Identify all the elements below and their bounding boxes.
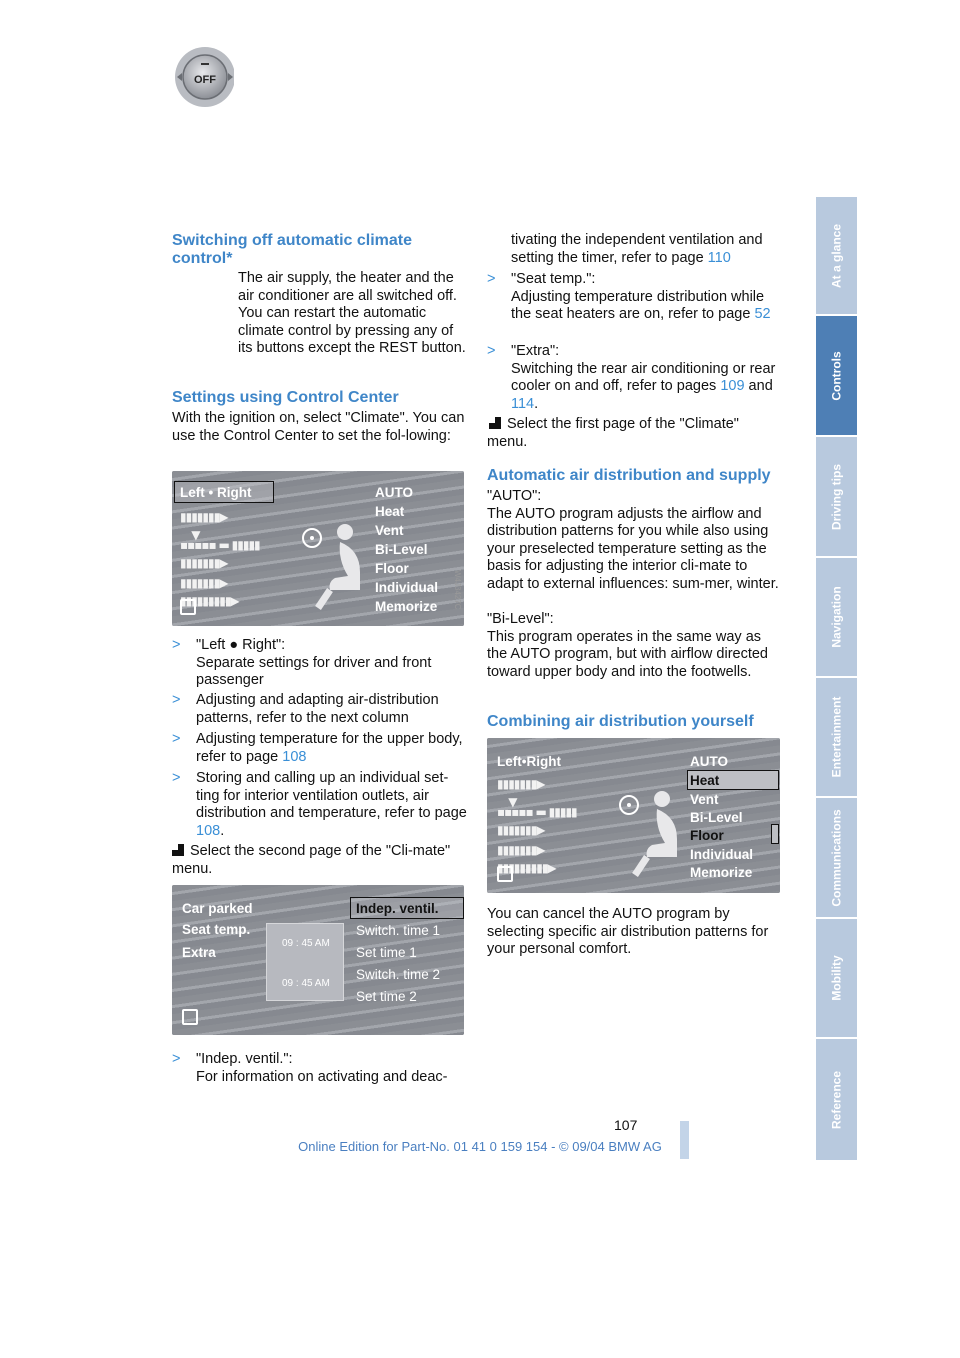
tab-driving-tips[interactable]: Driving tips (816, 437, 857, 556)
item-extra[interactable]: Extra (182, 945, 216, 960)
item-indep-ventil[interactable]: Indep. ventil. (356, 901, 439, 916)
svg-text:OFF: OFF (194, 74, 216, 86)
tab-entertainment[interactable]: Entertainment (816, 678, 857, 796)
vent-bars-5: ▮▮▮▮▮▮▮▶ (180, 576, 228, 590)
vent3-bars-6: ▮▮▮▮▮▮▮▮▮▶ (497, 861, 556, 875)
menu3-vent[interactable]: Vent (690, 792, 719, 807)
link-page-52[interactable]: 52 (754, 306, 771, 322)
link-page-110[interactable]: 110 (707, 249, 731, 266)
item-set-time-2[interactable]: Set time 2 (356, 989, 417, 1004)
bullet-extra: > "Extra": Switching the rear air conditioning or rear cooler on and off, refer to pages 109 and 114. (487, 343, 776, 412)
settings-text: With the ignition on, select "Climate". You can use the Control Center to set the fol-lowing: (172, 410, 465, 444)
switch-off-text: The air supply, the heater and the air conditioner are all switched off. You can restart the automatic climate control by pressing any of its buttons except the REST button. (238, 270, 466, 356)
bullet-temperature: > Adjusting temperature for the upper body, refer to page 108 (172, 731, 463, 765)
tab-mobility[interactable]: Mobility (816, 919, 857, 1037)
item-switch-time-1[interactable]: Switch. time 1 (356, 923, 441, 938)
menu-memorize[interactable]: Memorize (375, 599, 438, 614)
footer-edition: Online Edition for Part-No. 01 41 0 159 154 - © 09/04 BMW AG (298, 1139, 662, 1154)
heading-auto-air: Automatic air distribution and supply (487, 467, 771, 484)
menu3-individual[interactable]: Individual (690, 847, 754, 862)
menu-bi-level[interactable]: Bi-Level (375, 542, 428, 557)
bullet-indep-ventil: > "Indep. ventil.": For information on activating and deac- (172, 1051, 448, 1085)
first-page-icon (489, 417, 501, 429)
auto-text: "AUTO": The AUTO program adjusts the airflow and distribution patterns for you while also using your preselected temperature setting as the basis for adjusting the interior cli-mate to adapt to external influences: sum-mer, winter. (487, 488, 779, 592)
menu-individual[interactable]: Individual (375, 580, 439, 595)
tab-controls[interactable]: Controls (816, 316, 857, 435)
floor-highlight (771, 824, 779, 844)
menu3-heat[interactable]: Heat (690, 773, 720, 788)
page-indicator-icon-2 (182, 1009, 198, 1025)
vent3-bars-1: ▮▮▮▮▮▮▮▶ (497, 777, 545, 791)
vent-bars-2: ▼ (180, 528, 200, 542)
item-set-time-1[interactable]: Set time 1 (356, 945, 417, 960)
vent3-bars-4: ▮▮▮▮▮▮▮▶ (497, 823, 545, 837)
screen3-header-left-right: Left•Right (497, 754, 561, 769)
menu-auto[interactable]: AUTO (375, 485, 414, 500)
seat-figure-icon-2 (607, 786, 687, 878)
cancel-auto-text: You can cancel the AUTO program by selecting specific air distribution patterns for your personal comfort. (487, 906, 769, 957)
climate-screen-page1 (172, 471, 464, 626)
menu3-memorize[interactable]: Memorize (690, 865, 753, 880)
vent-bars-3: ▪▪▪▪▪ ▬ ▮▮▮▮▮ (180, 538, 260, 552)
second-page-icon (172, 844, 184, 856)
indep-continued-text: tivating the independent ventilation and setting the timer, refer to page 110 (511, 232, 763, 266)
item-car-parked[interactable]: Car parked (182, 901, 253, 916)
item-seat-temp[interactable]: Seat temp. (182, 922, 251, 937)
vent-bars-4: ▮▮▮▮▮▮▮▶ (180, 556, 228, 570)
tab-communications[interactable]: Communications (816, 798, 857, 917)
screen-header-left-right: Left • Right (180, 485, 252, 500)
link-page-108[interactable]: 108 (282, 748, 307, 765)
page-number: 107 (614, 1117, 638, 1133)
menu3-floor[interactable]: Floor (690, 828, 724, 843)
tab-at-a-glance[interactable]: At a glance (816, 197, 857, 314)
item-switch-time-2[interactable]: Switch. time 2 (356, 967, 441, 982)
timer-2-value: 09 : 45 AM (282, 978, 330, 989)
tab-reference[interactable]: Reference (816, 1039, 857, 1160)
link-page-109[interactable]: 109 (720, 378, 745, 394)
link-page-114[interactable]: 114 (511, 395, 535, 412)
off-knob-icon (172, 43, 234, 109)
menu-vent[interactable]: Vent (375, 523, 404, 538)
vent-bars-6: ▮▮▮▮▮▮▮▮▮▶ (180, 594, 239, 608)
menu3-auto[interactable]: AUTO (690, 754, 729, 769)
menu-heat[interactable]: Heat (375, 504, 405, 519)
climate-screen-combine (487, 738, 780, 893)
link-page-108-b[interactable]: 108 (196, 822, 221, 839)
bullet-seat-temp: > "Seat temp.": Adjusting temperature distribution while the seat heaters are on, refer to page 52 (487, 271, 771, 322)
page-indicator-icon-3 (497, 866, 513, 882)
seat-figure-icon (290, 519, 370, 611)
heading-switch-off: Switching off automatic climate control* (172, 232, 413, 267)
bullet-left-right: > "Left ● Right": Separate settings for driver and front passenger (172, 637, 432, 688)
tab-navigation[interactable]: Navigation (816, 558, 857, 676)
bullet-storing: > Storing and calling up an individual set-ting for interior ventilation outlets, air distribution and temperature, refer to page 108. (172, 770, 467, 839)
heading-combining: Combining air distribution yourself (487, 713, 754, 730)
vent3-bars-3: ▪▪▪▪▪ ▬ ▮▮▮▮▮ (497, 805, 577, 819)
bullet-air-distribution: > Adjusting and adapting air-distribution patterns, refer to the next column (172, 692, 439, 726)
climate-screen-page2 (172, 885, 464, 1035)
screen1-code: W4J3427C (453, 570, 462, 610)
vent-bars-1: ▮▮▮▮▮▮▮▶ (180, 510, 228, 524)
page-indicator-icon (180, 599, 196, 615)
vent3-bars-5: ▮▮▮▮▮▮▮▶ (497, 843, 545, 857)
menu-floor[interactable]: Floor (375, 561, 409, 576)
timer-1-value: 09 : 45 AM (282, 938, 330, 949)
vent3-bars-2: ▼ (497, 795, 517, 809)
first-page-text: Select the first page of the "Climate" menu. (487, 416, 739, 450)
second-page-text: Select the second page of the "Cli-mate" menu. (172, 843, 451, 877)
bilevel-text: "Bi-Level": This program operates in the same way as the AUTO program, but with airflow directed toward upper body and into the footwells. (487, 611, 768, 680)
heading-settings: Settings using Control Center (172, 389, 399, 406)
menu3-bi-level[interactable]: Bi-Level (690, 810, 743, 825)
